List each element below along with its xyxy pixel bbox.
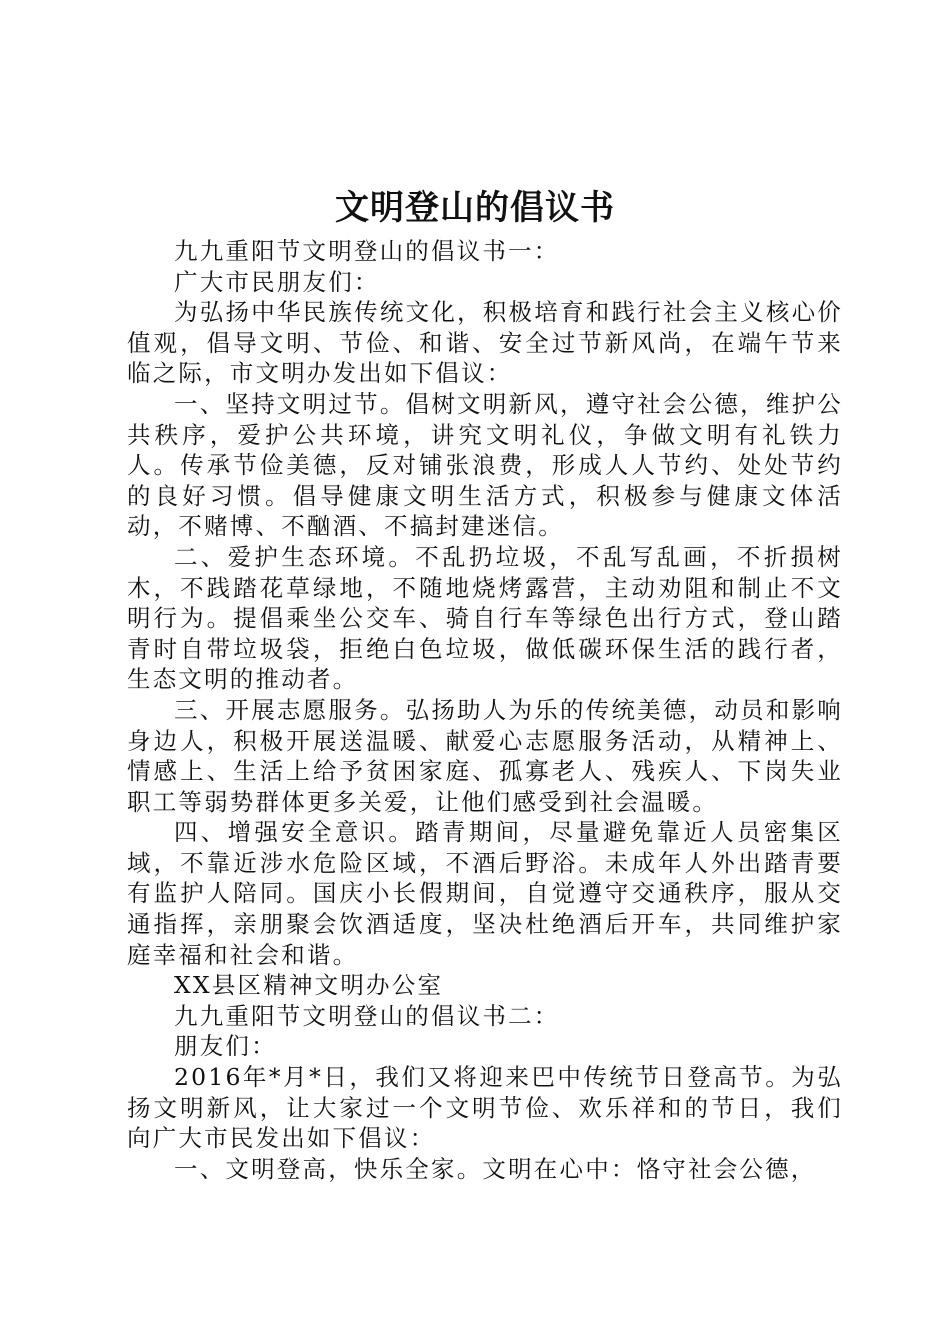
paragraph-intro-two: 2016年*月*日，我们又将迎来巴中传统节日登高节。为弘扬文明新风，让大家过一个文明节俭、欢乐祥和的节日，我们向广大市民发出如下倡议： bbox=[127, 1063, 843, 1153]
heading-proposal-two: 九九重阳节文明登山的倡议书二： bbox=[174, 1001, 560, 1030]
salutation-friends: 朋友们： bbox=[174, 1032, 277, 1061]
signature-office: XX县区精神文明办公室 bbox=[174, 971, 444, 1000]
heading-proposal-one: 九九重阳节文明登山的倡议书一： bbox=[174, 237, 560, 265]
paragraph-point-1: 一、坚持文明过节。倡树文明新风，遵守社会公德，维护公共秩序，爱护公共环境，讲究文明礼仪，争做文明有礼铁力人。传承节俭美德，反对铺张浪费，形成人人节约、处处节约的良好习惯。倡导健康文明生活方式，积极参与健康文体活动，不赌博、不酗酒、不搞封建迷信。 bbox=[127, 389, 843, 541]
paragraph-point-2: 二、爱护生态环境。不乱扔垃圾，不乱写乱画，不折损树木，不践踏花草绿地，不随地烧烤露营，主动劝阻和制止不文明行为。提倡乘坐公交车、骑自行车等绿色出行方式，登山踏青时自带垃圾袋，拒绝白色垃圾，做低碳环保生活的践行者，生态文明的推动者。 bbox=[127, 542, 843, 694]
paragraph-two-point-1: 一、文明登高，快乐全家。文明在心中：恪守社会公德， bbox=[174, 1154, 817, 1183]
paragraph-point-4: 四、增强安全意识。踏青期间，尽量避免靠近人员密集区域，不靠近涉水危险区域，不酒后野浴。未成年人外出踏青要有监护人陪同。国庆小长假期间，自觉遵守交通秩序，服从交通指挥，亲朋聚会饮酒适度，坚决杜绝酒后开车，共同维护家庭幸福和社会和谐。 bbox=[127, 818, 843, 969]
document-title: 文明登山的倡议书 bbox=[335, 188, 615, 228]
paragraph-point-3: 三、开展志愿服务。弘扬助人为乐的传统美德，动员和影响身边人，积极开展送温暖、献爱心志愿服务活动，从精神上、情感上、生活上给予贫困家庭、孤寡老人、残疾人、下岗失业职工等弱势群体更多关爱，让他们感受到社会温暖。 bbox=[127, 695, 843, 816]
document-body bbox=[127, 236, 843, 1184]
salutation-citizens: 广大市民朋友们： bbox=[174, 267, 380, 296]
paragraph-intro: 为弘扬中华民族传统文化，积极培育和践行社会主义核心价值观，倡导文明、节俭、和谐、安全过节新风尚，在端午节来临之际，市文明办发出如下倡议： bbox=[127, 298, 843, 388]
